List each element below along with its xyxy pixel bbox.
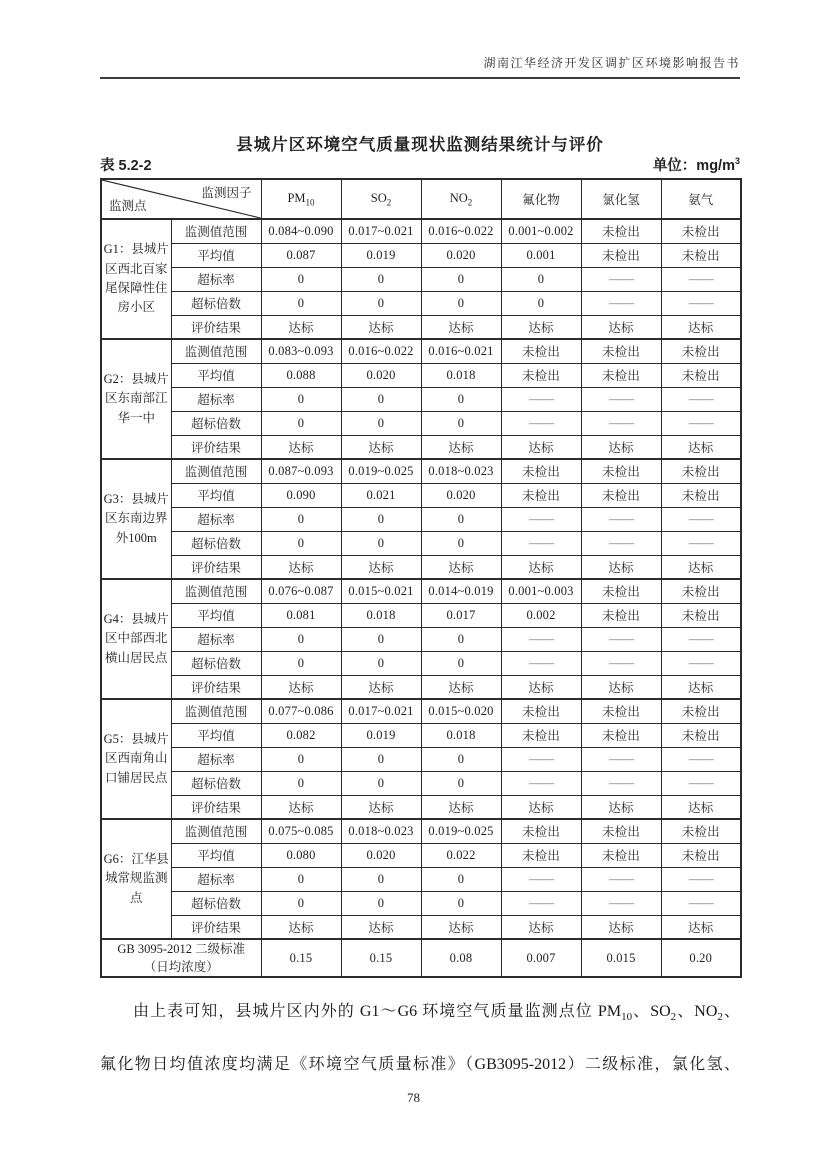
value-cell: —— — [581, 387, 661, 411]
value-cell: 0.017~0.021 — [341, 699, 421, 723]
unit-exponent: 3 — [734, 156, 740, 167]
value-cell: 未检出 — [581, 363, 661, 387]
value-cell: 达标 — [421, 315, 501, 339]
row-label-cell: 超标倍数 — [171, 651, 261, 675]
value-cell: 达标 — [581, 555, 661, 579]
value-cell: 达标 — [421, 675, 501, 699]
value-cell: 0 — [341, 411, 421, 435]
value-cell: —— — [501, 771, 581, 795]
value-cell: 达标 — [261, 555, 341, 579]
value-cell: —— — [501, 531, 581, 555]
value-cell: 0 — [421, 291, 501, 315]
monitoring-point-cell: G2：县城片区东南部江华一中 — [101, 339, 171, 459]
column-header-text: NO — [449, 190, 468, 205]
data-row — [101, 339, 741, 363]
value-cell: —— — [661, 507, 741, 531]
value-cell: 0.021 — [341, 483, 421, 507]
value-cell: 0 — [261, 747, 341, 771]
value-cell: 0.016~0.022 — [421, 219, 501, 243]
data-row — [101, 627, 741, 651]
value-cell: —— — [581, 291, 661, 315]
standard-row — [101, 939, 741, 977]
row-label-cell: 平均值 — [171, 603, 261, 627]
value-cell: 未检出 — [581, 723, 661, 747]
document-header — [100, 54, 740, 71]
paragraph-line-2: 氟化物日均值浓度均满足《环境空气质量标准》（GB3095-2012）二级标准，氯化氢、 — [100, 1056, 740, 1074]
row-label-cell: 超标倍数 — [171, 291, 261, 315]
value-cell: 0.020 — [341, 843, 421, 867]
row-label-cell: 超标率 — [171, 747, 261, 771]
standard-value-cell: 0.007 — [501, 939, 581, 977]
value-cell: 0 — [341, 747, 421, 771]
value-cell: 0.018 — [421, 363, 501, 387]
value-cell: 未检出 — [581, 579, 661, 603]
value-cell: —— — [661, 867, 741, 891]
value-cell: —— — [581, 507, 661, 531]
row-label-cell: 监测值范围 — [171, 339, 261, 363]
value-cell: 未检出 — [581, 699, 661, 723]
row-label-cell: 超标率 — [171, 627, 261, 651]
value-cell: 达标 — [661, 795, 741, 819]
value-cell: —— — [661, 891, 741, 915]
value-cell: 0.018 — [341, 603, 421, 627]
value-cell: —— — [581, 411, 661, 435]
value-cell: 0.020 — [421, 483, 501, 507]
value-cell: 0.019 — [341, 243, 421, 267]
value-cell: 未检出 — [501, 459, 581, 483]
value-cell: —— — [661, 651, 741, 675]
value-cell: —— — [661, 771, 741, 795]
paragraph-subscript: 2 — [670, 1011, 677, 1024]
value-cell: 未检出 — [661, 819, 741, 843]
value-cell: 0 — [341, 291, 421, 315]
value-cell: 0.087~0.093 — [261, 459, 341, 483]
data-row — [101, 555, 741, 579]
monitoring-point-cell: G3：县城片区东南边界外100m — [101, 459, 171, 579]
column-header-text: 氟化物 — [522, 193, 560, 207]
value-cell: 0 — [421, 771, 501, 795]
header-divider — [100, 77, 740, 79]
value-cell: 0.018~0.023 — [341, 819, 421, 843]
value-cell: 未检出 — [501, 483, 581, 507]
value-cell: 0.090 — [261, 483, 341, 507]
paragraph-subscript: 2 — [717, 1011, 723, 1024]
data-row — [101, 915, 741, 939]
value-cell: 0.015~0.021 — [341, 579, 421, 603]
value-cell: 0 — [261, 891, 341, 915]
row-label-cell: 评价结果 — [171, 315, 261, 339]
monitoring-point-cell: G1：县城片区西北百家尾保障性住房小区 — [101, 219, 171, 339]
data-row — [101, 699, 741, 723]
value-cell: 未检出 — [581, 459, 661, 483]
value-cell: 0 — [341, 387, 421, 411]
data-row — [101, 867, 741, 891]
column-header — [421, 179, 501, 219]
value-cell: —— — [581, 267, 661, 291]
row-label-cell: 超标倍数 — [171, 891, 261, 915]
data-row — [101, 435, 741, 459]
value-cell: 达标 — [501, 555, 581, 579]
value-cell: —— — [581, 867, 661, 891]
value-cell: 0.019~0.025 — [341, 459, 421, 483]
value-cell: 未检出 — [581, 483, 661, 507]
table-number-label: 表 5.2-2 — [100, 158, 152, 174]
value-cell: —— — [661, 387, 741, 411]
value-cell: 达标 — [341, 555, 421, 579]
value-cell: 0.020 — [421, 243, 501, 267]
value-cell: 达标 — [421, 555, 501, 579]
value-cell: 未检出 — [661, 603, 741, 627]
row-label-cell: 平均值 — [171, 723, 261, 747]
row-label-cell: 平均值 — [171, 843, 261, 867]
value-cell: 0.001~0.003 — [501, 579, 581, 603]
value-cell: 0.001~0.002 — [501, 219, 581, 243]
value-cell: 0 — [261, 411, 341, 435]
value-cell: 未检出 — [661, 483, 741, 507]
value-cell: 未检出 — [501, 363, 581, 387]
value-cell: 达标 — [661, 675, 741, 699]
value-cell: 达标 — [501, 795, 581, 819]
data-row — [101, 579, 741, 603]
data-row — [101, 843, 741, 867]
monitoring-results-table — [100, 178, 742, 978]
value-cell: 0.016~0.021 — [421, 339, 501, 363]
column-header — [661, 179, 741, 219]
value-cell: 未检出 — [661, 579, 741, 603]
value-cell: 未检出 — [661, 219, 741, 243]
value-cell: 0 — [501, 291, 581, 315]
value-cell: —— — [661, 291, 741, 315]
value-cell: 达标 — [261, 315, 341, 339]
monitoring-point-cell: G5：县城片区西南角山口铺居民点 — [101, 699, 171, 819]
data-row — [101, 267, 741, 291]
value-cell: —— — [581, 531, 661, 555]
standard-value-cell: 0.15 — [261, 939, 341, 977]
value-cell: 达标 — [421, 435, 501, 459]
value-cell: 0.017~0.021 — [341, 219, 421, 243]
value-cell: 0 — [421, 747, 501, 771]
value-cell: 0.082 — [261, 723, 341, 747]
value-cell: 达标 — [581, 795, 661, 819]
value-cell: 达标 — [661, 315, 741, 339]
value-cell: 达标 — [501, 675, 581, 699]
value-cell: 0.019~0.025 — [421, 819, 501, 843]
row-label-cell: 评价结果 — [171, 915, 261, 939]
value-cell: 达标 — [581, 675, 661, 699]
value-cell: 0.077~0.086 — [261, 699, 341, 723]
value-cell: 0.075~0.085 — [261, 819, 341, 843]
data-row — [101, 531, 741, 555]
value-cell: —— — [501, 651, 581, 675]
data-row — [101, 507, 741, 531]
value-cell: 未检出 — [661, 843, 741, 867]
data-row — [101, 459, 741, 483]
value-cell: 0 — [421, 267, 501, 291]
value-cell: 0.080 — [261, 843, 341, 867]
value-cell: 未检出 — [661, 459, 741, 483]
value-cell: —— — [661, 267, 741, 291]
value-cell: 0 — [421, 507, 501, 531]
value-cell: 0 — [341, 651, 421, 675]
data-row — [101, 387, 741, 411]
data-row — [101, 747, 741, 771]
value-cell: 0 — [341, 627, 421, 651]
column-header — [581, 179, 661, 219]
value-cell: 0 — [341, 507, 421, 531]
row-label-cell: 平均值 — [171, 243, 261, 267]
column-header-text: PM — [287, 190, 306, 205]
value-cell: —— — [581, 771, 661, 795]
value-cell: 未检出 — [581, 339, 661, 363]
value-cell: 0.015~0.020 — [421, 699, 501, 723]
document-header-text: 湖南江华经济开发区调扩区环境影响报告书 — [483, 56, 740, 70]
value-cell: 达标 — [341, 795, 421, 819]
value-cell: 0.001 — [501, 243, 581, 267]
data-row — [101, 483, 741, 507]
value-cell: —— — [501, 891, 581, 915]
column-header-subscript: 10 — [305, 197, 315, 208]
value-cell: 0 — [261, 267, 341, 291]
value-cell: 未检出 — [661, 363, 741, 387]
value-cell: 0 — [341, 867, 421, 891]
value-cell: —— — [581, 891, 661, 915]
value-cell: —— — [501, 867, 581, 891]
value-cell: 0.083~0.093 — [261, 339, 341, 363]
value-cell: 0 — [421, 627, 501, 651]
value-cell: 0 — [501, 267, 581, 291]
standard-value-cell: 0.20 — [661, 939, 741, 977]
data-row — [101, 795, 741, 819]
value-cell: 达标 — [261, 435, 341, 459]
monitoring-point-cell: G6：江华县城常规监测点 — [101, 819, 171, 939]
data-row — [101, 723, 741, 747]
data-row — [101, 363, 741, 387]
row-label-cell: 超标倍数 — [171, 531, 261, 555]
value-cell: 达标 — [661, 435, 741, 459]
value-cell: 0 — [261, 387, 341, 411]
value-cell: 达标 — [341, 315, 421, 339]
column-header-text: 氯化氢 — [602, 193, 640, 207]
row-label-cell: 超标率 — [171, 507, 261, 531]
data-row — [101, 411, 741, 435]
value-cell: —— — [501, 411, 581, 435]
value-cell: 0 — [421, 891, 501, 915]
column-header — [501, 179, 581, 219]
value-cell: 未检出 — [581, 243, 661, 267]
value-cell: 0.016~0.022 — [341, 339, 421, 363]
value-cell: 达标 — [501, 315, 581, 339]
value-cell: 0 — [421, 387, 501, 411]
value-cell: 0 — [341, 531, 421, 555]
row-label-cell: 监测值范围 — [171, 819, 261, 843]
data-row — [101, 819, 741, 843]
data-row — [101, 243, 741, 267]
value-cell: 达标 — [261, 675, 341, 699]
value-cell: 0 — [261, 531, 341, 555]
standard-label-cell: GB 3095-2012 二级标准 （日均浓度） — [101, 939, 261, 977]
row-label-cell: 超标率 — [171, 867, 261, 891]
value-cell: 达标 — [661, 915, 741, 939]
data-row — [101, 771, 741, 795]
table-title: 县城片区环境空气质量现状监测结果统计与评价 — [236, 136, 604, 154]
value-cell: 未检出 — [501, 843, 581, 867]
value-cell: 0.088 — [261, 363, 341, 387]
row-label-cell: 评价结果 — [171, 675, 261, 699]
data-row — [101, 675, 741, 699]
row-label-cell: 评价结果 — [171, 435, 261, 459]
page-number: 78 — [407, 1090, 420, 1105]
unit-text: 单位：mg/m — [652, 158, 735, 174]
value-cell: —— — [661, 627, 741, 651]
value-cell: 未检出 — [501, 723, 581, 747]
value-cell: —— — [581, 651, 661, 675]
standard-value-cell: 0.15 — [341, 939, 421, 977]
value-cell: 0.018 — [421, 723, 501, 747]
value-cell: 0 — [261, 771, 341, 795]
value-cell: 未检出 — [581, 219, 661, 243]
value-cell: 0 — [341, 891, 421, 915]
data-row — [101, 219, 741, 243]
value-cell: 0.022 — [421, 843, 501, 867]
value-cell: 未检出 — [501, 339, 581, 363]
value-cell: —— — [581, 747, 661, 771]
table-unit-label — [653, 154, 740, 175]
value-cell: 未检出 — [501, 819, 581, 843]
value-cell: 0.081 — [261, 603, 341, 627]
value-cell: —— — [661, 531, 741, 555]
data-row — [101, 603, 741, 627]
row-label-cell: 平均值 — [171, 483, 261, 507]
value-cell: 未检出 — [581, 843, 661, 867]
corner-label-point: 监测点 — [109, 199, 147, 213]
row-label-cell: 超标率 — [171, 387, 261, 411]
row-label-cell: 超标率 — [171, 267, 261, 291]
column-header-text: 氨气 — [688, 193, 714, 207]
value-cell: 未检出 — [581, 603, 661, 627]
value-cell: 0 — [341, 267, 421, 291]
corner-cell — [101, 179, 261, 219]
value-cell: 未检出 — [501, 699, 581, 723]
value-cell: 达标 — [421, 795, 501, 819]
value-cell: 0.018~0.023 — [421, 459, 501, 483]
row-label-cell: 监测值范围 — [171, 699, 261, 723]
row-label-cell: 监测值范围 — [171, 579, 261, 603]
value-cell: 达标 — [581, 315, 661, 339]
data-row — [101, 651, 741, 675]
value-cell: —— — [501, 627, 581, 651]
value-cell: 达标 — [261, 795, 341, 819]
standard-value-cell: 0.015 — [581, 939, 661, 977]
value-cell: 0 — [261, 867, 341, 891]
value-cell: 0.087 — [261, 243, 341, 267]
value-cell: 0.002 — [501, 603, 581, 627]
value-cell: 0.014~0.019 — [421, 579, 501, 603]
row-label-cell: 评价结果 — [171, 555, 261, 579]
body-paragraph — [100, 988, 740, 1088]
value-cell: 0 — [261, 651, 341, 675]
column-header-subscript: 2 — [386, 197, 392, 208]
value-cell: 0.020 — [341, 363, 421, 387]
paragraph-line-1: 由上表可知，县城片区内外的 G1～G6 环境空气质量监测点位 $PM_{10}$、$SO_2$、$NO_2$、 — [133, 1003, 740, 1024]
data-row — [101, 891, 741, 915]
row-label-cell: 评价结果 — [171, 795, 261, 819]
value-cell: 0 — [341, 771, 421, 795]
value-cell: 0 — [421, 651, 501, 675]
value-cell: 0 — [261, 291, 341, 315]
column-header-text: SO — [370, 190, 387, 205]
value-cell: 未检出 — [661, 699, 741, 723]
value-cell: 未检出 — [581, 819, 661, 843]
value-cell: 达标 — [261, 915, 341, 939]
value-cell: 0.019 — [341, 723, 421, 747]
data-row — [101, 291, 741, 315]
value-cell: 达标 — [581, 435, 661, 459]
value-cell: 0 — [261, 627, 341, 651]
value-cell: 0 — [261, 507, 341, 531]
value-cell: 未检出 — [661, 723, 741, 747]
paragraph-subscript: 10 — [621, 1011, 633, 1024]
value-cell: 达标 — [341, 435, 421, 459]
table-header-row — [101, 179, 741, 219]
value-cell: —— — [661, 747, 741, 771]
value-cell: 达标 — [501, 435, 581, 459]
column-header — [261, 179, 341, 219]
row-label-cell: 平均值 — [171, 363, 261, 387]
value-cell: 0.017 — [421, 603, 501, 627]
standard-value-cell: 0.08 — [421, 939, 501, 977]
value-cell: 0.084~0.090 — [261, 219, 341, 243]
value-cell: —— — [501, 747, 581, 771]
column-header-subscript: 2 — [467, 197, 473, 208]
value-cell: —— — [581, 627, 661, 651]
value-cell: —— — [501, 507, 581, 531]
value-cell: 达标 — [341, 915, 421, 939]
value-cell: —— — [501, 387, 581, 411]
row-label-cell: 超标倍数 — [171, 771, 261, 795]
table-meta-row — [100, 154, 740, 175]
row-label-cell: 监测值范围 — [171, 459, 261, 483]
value-cell: —— — [661, 411, 741, 435]
value-cell: 未检出 — [661, 339, 741, 363]
corner-label-factor: 监测因子 — [201, 186, 252, 200]
row-label-cell: 监测值范围 — [171, 219, 261, 243]
value-cell: 0 — [421, 411, 501, 435]
data-row — [101, 315, 741, 339]
monitoring-point-cell: G4：县城片区中部西北横山居民点 — [101, 579, 171, 699]
row-label-cell: 超标倍数 — [171, 411, 261, 435]
value-cell: 达标 — [661, 555, 741, 579]
value-cell: 0 — [421, 867, 501, 891]
column-header — [341, 179, 421, 219]
value-cell: 达标 — [341, 675, 421, 699]
value-cell: 达标 — [581, 915, 661, 939]
value-cell: 达标 — [501, 915, 581, 939]
value-cell: 0.076~0.087 — [261, 579, 341, 603]
value-cell: 0 — [421, 531, 501, 555]
value-cell: 未检出 — [661, 243, 741, 267]
value-cell: 达标 — [421, 915, 501, 939]
